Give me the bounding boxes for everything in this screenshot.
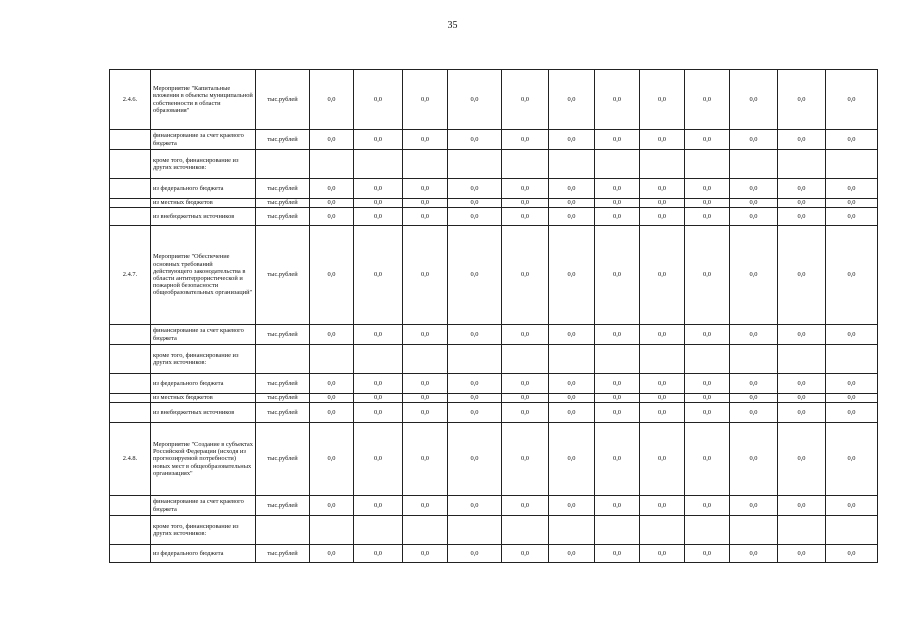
value-cell: 0,0 xyxy=(549,545,595,563)
item-number-cell xyxy=(110,130,151,150)
value-cell: 0,0 xyxy=(778,70,826,130)
value-cell: 0,0 xyxy=(595,130,640,150)
value-cell: 0,0 xyxy=(502,179,549,199)
value-cell: 0,0 xyxy=(685,199,730,208)
item-number-cell xyxy=(110,496,151,516)
value-cell: 0,0 xyxy=(549,179,595,199)
value-cell: 0,0 xyxy=(685,226,730,325)
description-cell: из федерального бюджета xyxy=(151,179,256,199)
value-cell: 0,0 xyxy=(640,199,685,208)
value-cell: 0,0 xyxy=(549,199,595,208)
value-cell: 0,0 xyxy=(448,545,502,563)
description-cell: финансирование за счет краевого бюджета xyxy=(151,325,256,345)
value-cell: 0,0 xyxy=(549,374,595,394)
value-cell: 0,0 xyxy=(310,403,354,423)
value-cell: 0,0 xyxy=(640,394,685,403)
item-number-cell xyxy=(110,199,151,208)
value-cell: 0,0 xyxy=(595,374,640,394)
unit-cell xyxy=(256,345,310,374)
value-cell: 0,0 xyxy=(354,394,403,403)
value-cell: 0,0 xyxy=(549,226,595,325)
value-cell: 0,0 xyxy=(354,423,403,496)
value-cell: 0,0 xyxy=(730,226,778,325)
value-cell: 0,0 xyxy=(730,208,778,226)
value-cell: 0,0 xyxy=(448,226,502,325)
value-cell: 0,0 xyxy=(310,496,354,516)
value-cell: 0,0 xyxy=(640,226,685,325)
value-cell: 0,0 xyxy=(310,374,354,394)
value-cell: 0,0 xyxy=(640,496,685,516)
value-cell: 0,0 xyxy=(730,179,778,199)
value-cell: 0,0 xyxy=(640,325,685,345)
value-cell: 0,0 xyxy=(730,403,778,423)
value-cell xyxy=(778,516,826,545)
value-cell: 0,0 xyxy=(549,208,595,226)
unit-cell: тыс.рублей xyxy=(256,130,310,150)
value-cell: 0,0 xyxy=(685,208,730,226)
value-cell: 0,0 xyxy=(549,325,595,345)
value-cell: 0,0 xyxy=(826,325,878,345)
table-row xyxy=(110,374,878,394)
value-cell: 0,0 xyxy=(502,199,549,208)
value-cell: 0,0 xyxy=(403,226,448,325)
value-cell: 0,0 xyxy=(640,130,685,150)
table-row xyxy=(110,545,878,563)
value-cell xyxy=(826,516,878,545)
value-cell: 0,0 xyxy=(826,423,878,496)
value-cell xyxy=(595,516,640,545)
item-number-cell: 2.4.6. xyxy=(110,70,151,130)
value-cell: 0,0 xyxy=(448,325,502,345)
value-cell: 0,0 xyxy=(778,208,826,226)
unit-cell: тыс.рублей xyxy=(256,179,310,199)
value-cell: 0,0 xyxy=(448,394,502,403)
table-row xyxy=(110,394,878,403)
unit-cell: тыс.рублей xyxy=(256,208,310,226)
item-number-cell: 2.4.7. xyxy=(110,226,151,325)
value-cell: 0,0 xyxy=(549,403,595,423)
value-cell: 0,0 xyxy=(685,130,730,150)
value-cell xyxy=(640,516,685,545)
value-cell: 0,0 xyxy=(778,403,826,423)
value-cell: 0,0 xyxy=(549,423,595,496)
value-cell xyxy=(826,150,878,179)
value-cell: 0,0 xyxy=(549,496,595,516)
value-cell: 0,0 xyxy=(502,325,549,345)
item-number-cell xyxy=(110,345,151,374)
unit-cell: тыс.рублей xyxy=(256,70,310,130)
description-cell: из федерального бюджета xyxy=(151,374,256,394)
value-cell: 0,0 xyxy=(549,130,595,150)
value-cell: 0,0 xyxy=(730,496,778,516)
value-cell: 0,0 xyxy=(502,374,549,394)
value-cell: 0,0 xyxy=(826,226,878,325)
unit-cell: тыс.рублей xyxy=(256,226,310,325)
description-cell: финансирование за счет краевого бюджета xyxy=(151,130,256,150)
value-cell: 0,0 xyxy=(354,325,403,345)
table-row xyxy=(110,423,878,496)
value-cell xyxy=(502,150,549,179)
value-cell: 0,0 xyxy=(640,545,685,563)
item-number-cell xyxy=(110,374,151,394)
value-cell xyxy=(685,516,730,545)
table-row xyxy=(110,516,878,545)
table-row xyxy=(110,179,878,199)
value-cell: 0,0 xyxy=(403,70,448,130)
value-cell: 0,0 xyxy=(685,394,730,403)
value-cell: 0,0 xyxy=(403,179,448,199)
value-cell: 0,0 xyxy=(595,545,640,563)
budget-table xyxy=(109,69,878,563)
value-cell: 0,0 xyxy=(549,394,595,403)
value-cell xyxy=(778,150,826,179)
value-cell: 0,0 xyxy=(640,423,685,496)
value-cell: 0,0 xyxy=(502,496,549,516)
value-cell xyxy=(448,516,502,545)
value-cell: 0,0 xyxy=(354,179,403,199)
value-cell xyxy=(403,516,448,545)
value-cell: 0,0 xyxy=(730,545,778,563)
value-cell xyxy=(730,150,778,179)
item-number-cell xyxy=(110,208,151,226)
value-cell: 0,0 xyxy=(730,374,778,394)
value-cell: 0,0 xyxy=(502,394,549,403)
value-cell: 0,0 xyxy=(778,130,826,150)
page-number: 35 xyxy=(447,20,458,31)
value-cell: 0,0 xyxy=(448,199,502,208)
value-cell: 0,0 xyxy=(730,70,778,130)
value-cell: 0,0 xyxy=(826,403,878,423)
value-cell xyxy=(403,150,448,179)
value-cell: 0,0 xyxy=(595,199,640,208)
description-cell: финансирование за счет краевого бюджета xyxy=(151,496,256,516)
item-number-cell xyxy=(110,150,151,179)
value-cell: 0,0 xyxy=(685,70,730,130)
value-cell: 0,0 xyxy=(310,325,354,345)
value-cell: 0,0 xyxy=(778,374,826,394)
value-cell: 0,0 xyxy=(640,374,685,394)
value-cell xyxy=(502,345,549,374)
value-cell: 0,0 xyxy=(595,325,640,345)
value-cell: 0,0 xyxy=(730,130,778,150)
value-cell: 0,0 xyxy=(826,394,878,403)
value-cell: 0,0 xyxy=(403,208,448,226)
table-row xyxy=(110,150,878,179)
value-cell: 0,0 xyxy=(640,70,685,130)
value-cell: 0,0 xyxy=(826,70,878,130)
value-cell: 0,0 xyxy=(448,70,502,130)
value-cell: 0,0 xyxy=(502,403,549,423)
description-cell: кроме того, финансирование из других источников: xyxy=(151,345,256,374)
value-cell: 0,0 xyxy=(730,199,778,208)
value-cell: 0,0 xyxy=(640,179,685,199)
value-cell: 0,0 xyxy=(448,496,502,516)
value-cell: 0,0 xyxy=(403,130,448,150)
value-cell: 0,0 xyxy=(685,374,730,394)
value-cell: 0,0 xyxy=(448,374,502,394)
value-cell: 0,0 xyxy=(826,208,878,226)
value-cell: 0,0 xyxy=(310,423,354,496)
description-cell: из внебюджетных источников xyxy=(151,208,256,226)
description-cell: из местных бюджетов xyxy=(151,394,256,403)
unit-cell: тыс.рублей xyxy=(256,374,310,394)
value-cell: 0,0 xyxy=(448,403,502,423)
value-cell: 0,0 xyxy=(730,423,778,496)
value-cell: 0,0 xyxy=(310,394,354,403)
table-body xyxy=(110,70,878,563)
item-number-cell: 2.4.8. xyxy=(110,423,151,496)
unit-cell: тыс.рублей xyxy=(256,496,310,516)
value-cell: 0,0 xyxy=(310,226,354,325)
value-cell: 0,0 xyxy=(595,423,640,496)
table-row xyxy=(110,345,878,374)
table-row xyxy=(110,226,878,325)
value-cell: 0,0 xyxy=(595,496,640,516)
unit-cell: тыс.рублей xyxy=(256,394,310,403)
value-cell: 0,0 xyxy=(826,545,878,563)
value-cell: 0,0 xyxy=(778,394,826,403)
value-cell: 0,0 xyxy=(502,208,549,226)
value-cell xyxy=(685,345,730,374)
value-cell: 0,0 xyxy=(310,199,354,208)
value-cell: 0,0 xyxy=(595,70,640,130)
value-cell: 0,0 xyxy=(354,374,403,394)
item-number-cell xyxy=(110,545,151,563)
value-cell xyxy=(354,345,403,374)
table-row xyxy=(110,130,878,150)
value-cell: 0,0 xyxy=(778,199,826,208)
value-cell: 0,0 xyxy=(685,496,730,516)
value-cell: 0,0 xyxy=(640,208,685,226)
value-cell xyxy=(640,345,685,374)
value-cell: 0,0 xyxy=(730,394,778,403)
table-row xyxy=(110,496,878,516)
value-cell xyxy=(549,150,595,179)
value-cell: 0,0 xyxy=(595,226,640,325)
value-cell xyxy=(502,516,549,545)
value-cell: 0,0 xyxy=(403,199,448,208)
value-cell: 0,0 xyxy=(826,496,878,516)
unit-cell: тыс.рублей xyxy=(256,199,310,208)
value-cell: 0,0 xyxy=(730,325,778,345)
value-cell: 0,0 xyxy=(685,423,730,496)
value-cell: 0,0 xyxy=(502,545,549,563)
value-cell: 0,0 xyxy=(685,325,730,345)
value-cell: 0,0 xyxy=(595,179,640,199)
value-cell: 0,0 xyxy=(595,394,640,403)
value-cell: 0,0 xyxy=(502,226,549,325)
item-number-cell xyxy=(110,179,151,199)
value-cell xyxy=(685,150,730,179)
unit-cell: тыс.рублей xyxy=(256,545,310,563)
value-cell xyxy=(595,150,640,179)
item-number-cell xyxy=(110,394,151,403)
value-cell xyxy=(549,345,595,374)
value-cell: 0,0 xyxy=(310,545,354,563)
value-cell xyxy=(826,345,878,374)
value-cell: 0,0 xyxy=(778,496,826,516)
value-cell: 0,0 xyxy=(354,199,403,208)
value-cell: 0,0 xyxy=(403,394,448,403)
value-cell xyxy=(448,150,502,179)
value-cell: 0,0 xyxy=(403,325,448,345)
value-cell: 0,0 xyxy=(502,70,549,130)
value-cell: 0,0 xyxy=(354,226,403,325)
value-cell: 0,0 xyxy=(826,374,878,394)
value-cell: 0,0 xyxy=(354,545,403,563)
unit-cell xyxy=(256,516,310,545)
value-cell xyxy=(310,345,354,374)
value-cell: 0,0 xyxy=(403,545,448,563)
description-cell: Мероприятие "Создание в субъектах Российской Федерации (исходя из прогнозируемой потребности) новых мест в общеобразовательных организациях" xyxy=(151,423,256,496)
value-cell: 0,0 xyxy=(403,403,448,423)
value-cell: 0,0 xyxy=(778,226,826,325)
value-cell: 0,0 xyxy=(685,403,730,423)
value-cell: 0,0 xyxy=(778,545,826,563)
value-cell xyxy=(549,516,595,545)
unit-cell: тыс.рублей xyxy=(256,325,310,345)
value-cell: 0,0 xyxy=(826,179,878,199)
unit-cell: тыс.рублей xyxy=(256,403,310,423)
table-row xyxy=(110,208,878,226)
value-cell: 0,0 xyxy=(354,403,403,423)
value-cell: 0,0 xyxy=(685,179,730,199)
value-cell: 0,0 xyxy=(354,130,403,150)
value-cell: 0,0 xyxy=(778,325,826,345)
value-cell: 0,0 xyxy=(595,208,640,226)
value-cell: 0,0 xyxy=(502,423,549,496)
item-number-cell xyxy=(110,403,151,423)
value-cell: 0,0 xyxy=(310,208,354,226)
value-cell: 0,0 xyxy=(310,179,354,199)
value-cell: 0,0 xyxy=(502,130,549,150)
value-cell: 0,0 xyxy=(354,496,403,516)
value-cell: 0,0 xyxy=(448,130,502,150)
table-row xyxy=(110,199,878,208)
value-cell: 0,0 xyxy=(549,70,595,130)
value-cell: 0,0 xyxy=(403,496,448,516)
value-cell xyxy=(403,345,448,374)
value-cell: 0,0 xyxy=(354,208,403,226)
item-number-cell xyxy=(110,516,151,545)
value-cell: 0,0 xyxy=(310,70,354,130)
value-cell xyxy=(730,516,778,545)
table-row xyxy=(110,403,878,423)
description-cell: из внебюджетных источников xyxy=(151,403,256,423)
value-cell: 0,0 xyxy=(403,374,448,394)
value-cell: 0,0 xyxy=(826,130,878,150)
value-cell: 0,0 xyxy=(448,423,502,496)
value-cell xyxy=(354,150,403,179)
value-cell xyxy=(448,345,502,374)
value-cell xyxy=(354,516,403,545)
description-cell: Мероприятие "Капитальные вложения в объекты муниципальной собственности в области образования" xyxy=(151,70,256,130)
value-cell xyxy=(640,150,685,179)
item-number-cell xyxy=(110,325,151,345)
unit-cell: тыс.рублей xyxy=(256,423,310,496)
value-cell xyxy=(310,516,354,545)
description-cell: из местных бюджетов xyxy=(151,199,256,208)
value-cell: 0,0 xyxy=(778,423,826,496)
description-cell: из федерального бюджета xyxy=(151,545,256,563)
value-cell: 0,0 xyxy=(354,70,403,130)
value-cell: 0,0 xyxy=(448,208,502,226)
value-cell: 0,0 xyxy=(403,423,448,496)
table-row xyxy=(110,325,878,345)
value-cell: 0,0 xyxy=(595,403,640,423)
value-cell xyxy=(595,345,640,374)
value-cell xyxy=(310,150,354,179)
unit-cell xyxy=(256,150,310,179)
description-cell: кроме того, финансирование из других источников: xyxy=(151,516,256,545)
value-cell: 0,0 xyxy=(778,179,826,199)
value-cell xyxy=(778,345,826,374)
value-cell: 0,0 xyxy=(826,199,878,208)
value-cell: 0,0 xyxy=(448,179,502,199)
value-cell: 0,0 xyxy=(310,130,354,150)
value-cell xyxy=(730,345,778,374)
value-cell: 0,0 xyxy=(685,545,730,563)
description-cell: кроме того, финансирование из других источников: xyxy=(151,150,256,179)
description-cell: Мероприятие "Обеспечение основных требований действующего законодательства в области антитеррористической и пожарной безопасности общеобразовательных организаций" xyxy=(151,226,256,325)
table-row xyxy=(110,70,878,130)
value-cell: 0,0 xyxy=(640,403,685,423)
